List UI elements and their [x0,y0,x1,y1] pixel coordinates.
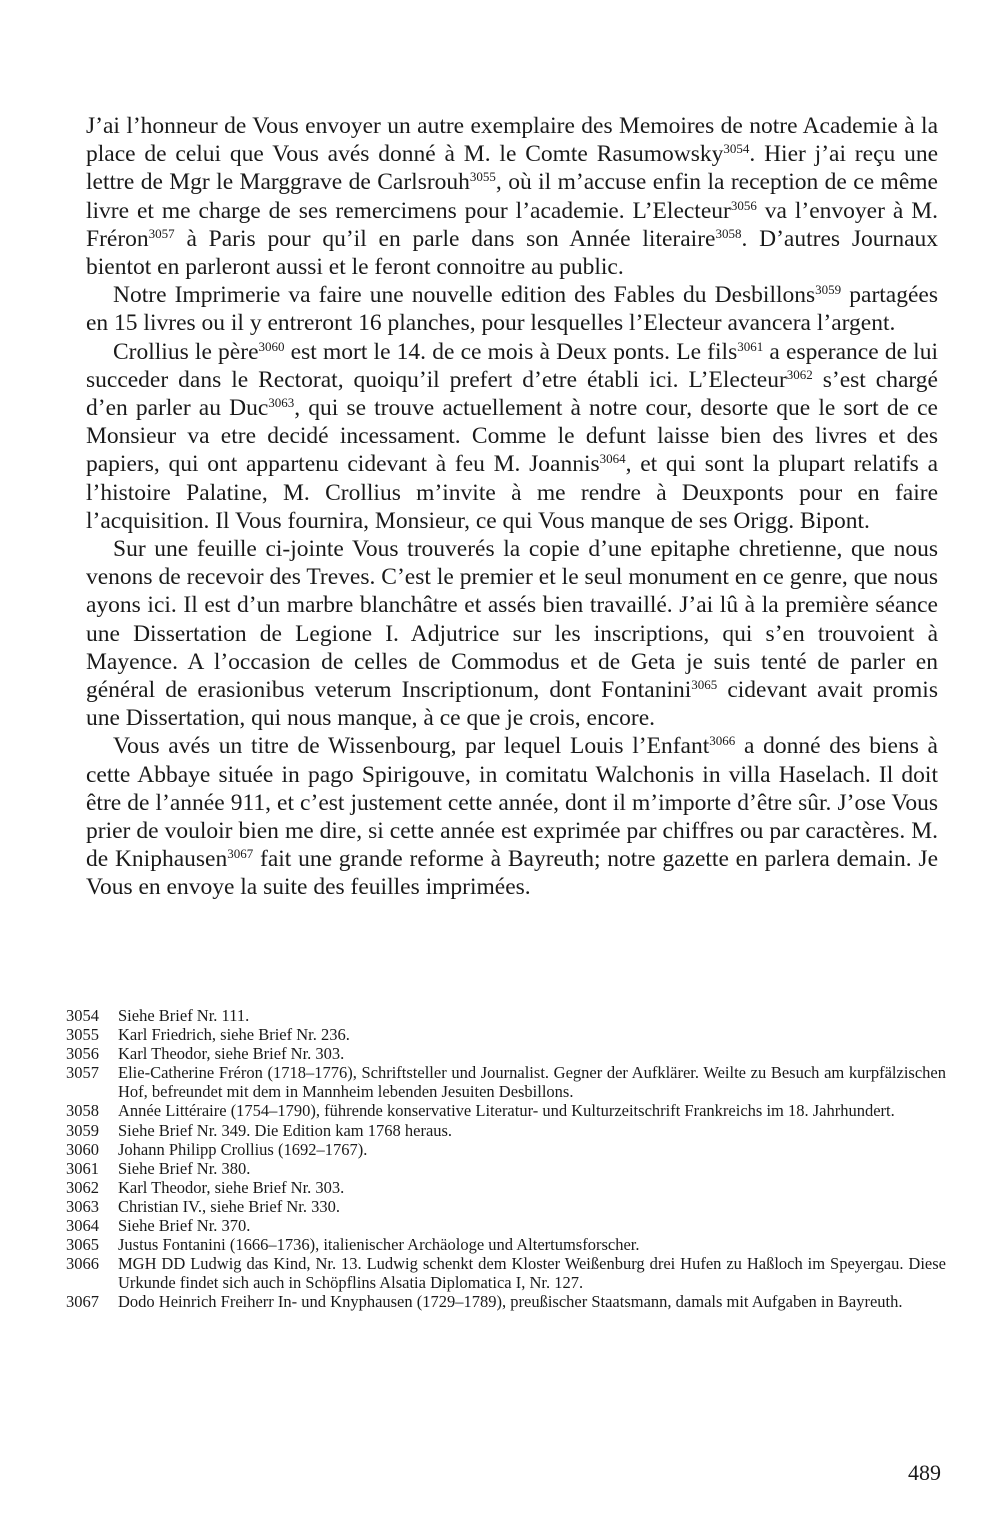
paragraph-text: partagées en 15 livres ou il y entreront 16 planches, pour lesquelles l’Electeur avancera l’argent. [86,282,938,337]
footnote-reference: 3063 [268,395,295,411]
footnote-text: Siehe Brief Nr. 349. Die Edition kam 1768 heraus. [118,1120,453,1140]
footnote [66,1216,946,1235]
footnote-text: Johann Philipp Crollius (1692–1767). [118,1139,368,1159]
paragraph-text: a esperance de lui succeder dans le Rectorat, quoiqu’il prefert d’etre établi ici. L’Electeur [86,338,938,393]
footnote-number: 3054 [66,1006,99,1025]
footnote-text: Siehe Brief Nr. 380. [118,1158,251,1178]
footnote-reference: 3067 [227,846,254,862]
footnote-text: Karl Theodor, siehe Brief Nr. 303. [118,1177,345,1197]
paragraph-text: , qui se trouve actuellement à notre cour, desorte que le sort de ce Monsieur va etre decidé incessament. Comme le defunt laisse bien des livres et des papiers, qui ont appartenu cidevant à feu M. Joannis [86,395,938,478]
footnote [66,1025,946,1044]
body-paragraph [86,281,938,337]
footnote-number: 3064 [66,1216,99,1236]
footnote-reference: 3064 [599,451,626,467]
footnote-number: 3057 [66,1063,99,1083]
footnote-number: 3067 [66,1292,99,1312]
footnote [66,1140,946,1159]
paragraph-text: à Paris pour qu’il en parle dans son Année literaire [174,225,716,252]
paragraph-text: . D’autres Journaux bientot en parleront aussi et le feront connoitre au public. [86,225,938,281]
footnote-text: Dodo Heinrich Freiherr In- und Knyphausen (1729–1789), preußischer Staatsmann, damals mit Aufgaben in Bayreuth. [118,1292,903,1312]
letter-body [86,112,938,902]
footnote-reference: 3056 [730,197,757,213]
footnote-reference: 3060 [258,338,285,354]
footnote-reference: 3057 [148,225,175,241]
footnote-reference: 3058 [715,225,742,241]
footnote [66,1101,946,1120]
paragraph-text: , où il m’accuse enfin la reception de ce même livre et me charge de ses remercimens pour l’academie. L’Electeur [86,169,938,224]
footnote-text: Justus Fontanini (1666–1736), italienischer Archäologe und Altertumsforscher. [118,1235,640,1255]
footnote-number: 3059 [66,1120,99,1140]
footnote-text: MGH DD Ludwig das Kind, Nr. 13. Ludwig schenkt dem Kloster Weißenburg drei Hufen zu Haßloch im Speyergau. Diese Urkunde findet sich auch in Schöpflins Alsatia Diplomatica I, Nr. 127. [118,1254,946,1293]
footnote [66,1044,946,1063]
footnote-reference: 3054 [723,141,750,157]
footnotes [66,1006,946,1312]
paragraph-text: Notre Imprimerie va faire une nouvelle edition des Fables du Desbillons [113,282,816,309]
footnote-reference: 3062 [786,366,813,382]
footnote [66,1006,946,1025]
paragraph-text: est mort le 14. de ce mois à Deux ponts. Le fils [284,338,738,365]
paragraph-text: J’ai l’honneur de Vous envoyer un autre exemplaire des Memoires de notre Academie à la place de celui que Vous avés donné à M. le Comte Rasumowsky [86,113,938,168]
footnote [66,1197,946,1216]
footnote-text: Christian IV., siehe Brief Nr. 330. [118,1196,340,1216]
footnote-reference: 3055 [469,169,496,185]
footnote-number: 3055 [66,1025,99,1045]
page-number: 489 [908,1460,941,1485]
footnote-number: 3058 [66,1101,99,1121]
paragraph-text: fait une grande reforme à Bayreuth; notre gazette en parlera demain. Je Vous en envoye la suite des feuilles imprimées. [86,846,939,901]
paragraph-text: va l’envoyer à M. Fréron [86,197,938,252]
paragraph-text: Vous avés un titre de Wissenbourg, par lequel Louis l’Enfant [113,733,710,760]
paragraph-text: a donné des biens à cette Abbaye située in pago Spirigouve, in comitatu Walchonis in villa Haselach. Il doit être de l’année 911, et c’est justement cette année, dont il m’importe d’être sûr. J’ose Vous prier de vouloir bien me dire, si cette année est exprimée par chiffres ou par caractères. M. de Kniphausen [86,733,938,873]
footnote [66,1235,946,1254]
body-paragraph [86,338,938,535]
footnote [66,1254,946,1292]
paragraph-text: . Hier j’ai reçu une lettre de Mgr le Marggrave de Carlsrouh [86,141,939,196]
paragraph-text: Crollius le père [113,338,259,365]
footnote-reference: 3066 [709,733,736,749]
footnote-number: 3060 [66,1139,99,1159]
footnote-text: Siehe Brief Nr. 111. [118,1006,250,1025]
footnote-number: 3062 [66,1177,99,1197]
footnote-text: Karl Friedrich, siehe Brief Nr. 236. [118,1025,350,1045]
footnote-number: 3065 [66,1235,99,1255]
paragraph-text: s’est chargé d’en parler au Duc [86,366,938,422]
paragraph-text: cidevant avait promis une Dissertation, qui nous manque, à ce que je crois, encore. [86,677,938,732]
footnote [66,1063,946,1101]
footnote [66,1292,946,1311]
footnote-reference: 3065 [691,677,718,693]
footnote-number: 3063 [66,1196,99,1216]
footnote-text: Elie-Catherine Fréron (1718–1776), Schriftsteller und Journalist. Gegner der Aufklärer. Weilte zu Besuch am kurpfälzischen Hof, befreundet mit dem in Mannheim lebenden Jesuiten Desbillons. [118,1063,946,1102]
footnote [66,1159,946,1178]
footnote-text: Année Littéraire (1754–1790), führende konservative Literatur- und Kulturzeitschrift Frankreichs im 18. Jahrhundert. [118,1101,895,1121]
body-paragraph [86,112,938,281]
footnote-reference: 3059 [815,282,842,298]
footnote-number: 3056 [66,1044,99,1064]
footnote [66,1178,946,1197]
footnote-reference: 3061 [737,338,764,354]
body-paragraph [86,732,938,901]
footnote [66,1121,946,1140]
footnote-number: 3066 [66,1254,99,1274]
paragraph-text: Sur une feuille ci-jointe Vous trouverés la copie d’une epitaphe chretienne, que nous venons de recevoir des Treves. C’est le premier et le seul monument en ce genre, que nous ayons ici. Il est d’un marbre blanchâtre et assés bien travaillé. J’ai lû à la première séance une Dissertation de Legione I. Adjutrice sur les inscriptions, qui s’en trouvoient à Mayence. A l’occasion de celles de Commodus et de Geta je suis tenté de parler en général de erasionibus veterum Inscriptionum, dont Fontanini [86,536,938,704]
body-paragraph [86,535,938,732]
footnote-text: Siehe Brief Nr. 370. [118,1216,251,1236]
footnote-text: Karl Theodor, siehe Brief Nr. 303. [118,1044,345,1064]
paragraph-text: , et qui sont la plupart relatifs a l’histoire Palatine, M. Crollius m’invite à me rendre à Deuxponts pour en faire l’acquisition. Il Vous fournira, Monsieur, ce qui Vous manque de ses Origg. Bipont. [86,451,938,534]
footnote-number: 3061 [66,1158,99,1178]
